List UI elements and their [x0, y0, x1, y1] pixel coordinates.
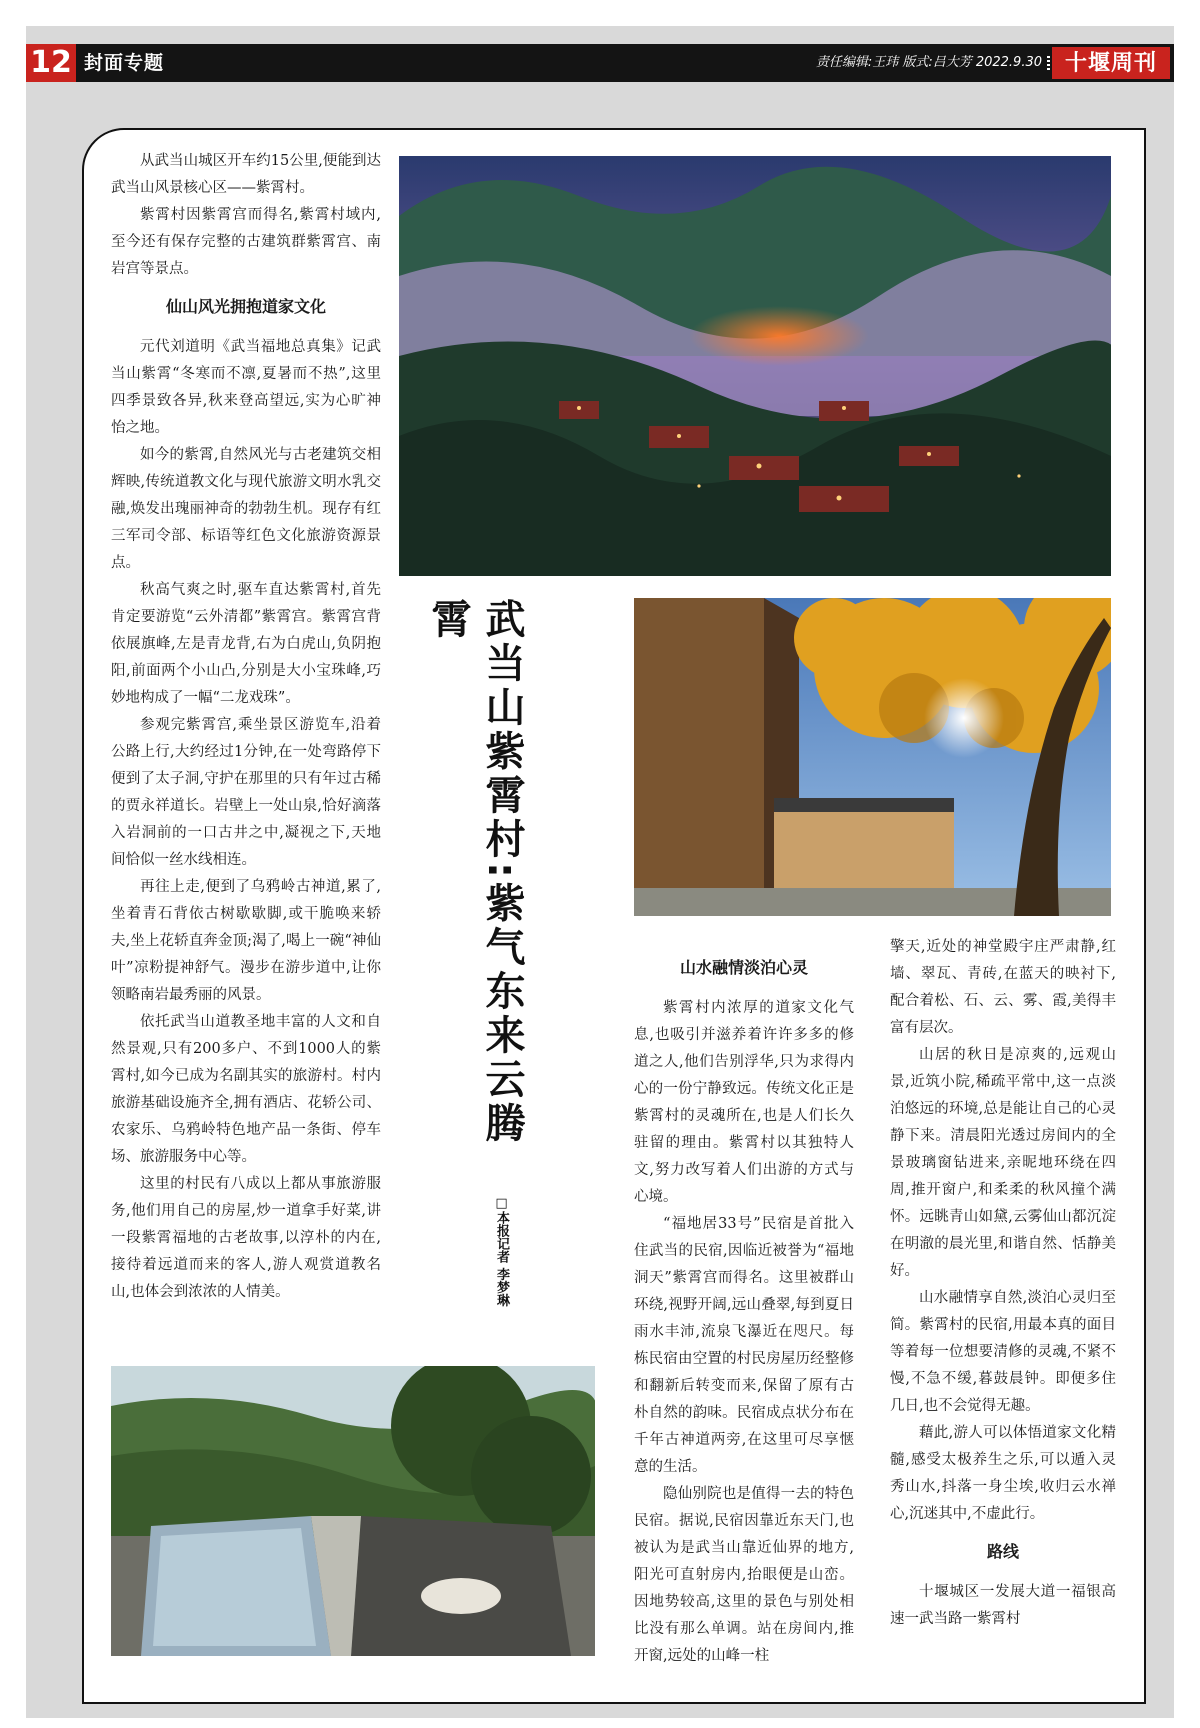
page-header [26, 44, 1174, 82]
body-paragraph: 紫霄村内浓厚的道家文化气息,也吸引并滋养着许许多多的修道之人,他们告别浮华,只为求得内心的一份宁静致远。传统文化正是紫霄村的灵魂所在,也是人们长久驻留的理由。紫霄村以其独特人文,努力改写着人们出游的方式与心境。 [634, 1000, 854, 1205]
masthead-logo: 十堰周刊 [1052, 47, 1170, 79]
body-paragraph: 依托武当山道教圣地丰富的人文和自然景观,只有200多户、不到1000人的紫霄村,如今已成为名副其实的旅游村。村内旅游基础设施齐全,拥有酒店、花轿公司、农家乐、乌鸦岭特色地产品一条街、停车场、旅游服务中心等。 [111, 1014, 381, 1165]
article-column-3 [890, 934, 1116, 1633]
section-title: 封面专题 [84, 52, 165, 74]
intro-paragraph: 从武当山城区开车约15公里,便能到达武当山风景核心区——紫霄村。 [111, 153, 381, 196]
body-paragraph: “福地居33号”民宿是首批入住武当的民宿,因临近被誉为“福地洞天”紫霄宫而得名。这里被群山环绕,视野开阔,远山叠翠,每到夏日雨水丰沛,流泉飞瀑近在咫尺。每栋民宿由空置的村民房屋历经整修和翻新后转变而来,保留了原有古朴自然的韵味。民宿成点状分布在千年古神道两旁,在这里可尽享惬意的生活。 [634, 1216, 854, 1475]
editor-credits: 责任编辑:王玮 版式:吕大芳 2022.9.30 [815, 55, 1042, 70]
intro-paragraph: 紫霄村因紫霄宫而得名,紫霄村域内,至今还有保存完整的古建筑群紫霄宫、南岩宫等景点。 [111, 207, 381, 277]
body-paragraph: 隐仙别院也是值得一去的特色民宿。据说,民宿因靠近东天门,也被认为是武当山靠近仙界的地方,阳光可直射房内,抬眼便是山峦。因地势较高,这里的景色与别处相比没有那么单调。站在房间内,推开窗,远处的山峰一柱 [634, 1486, 854, 1664]
photo-night-valley-temple [399, 156, 1111, 576]
body-paragraph: 藉此,游人可以体悟道家文化精髓,感受太极养生之乐,可以遁入灵秀山水,抖落一身尘埃,收归云水禅心,沉迷其中,不虚此行。 [890, 1425, 1116, 1522]
article-byline: □本报记者 李梦琳 [494, 1196, 509, 1307]
body-paragraph: 这里的村民有八成以上都从事旅游服务,他们用自己的房屋,炒一道拿手好菜,讲一段紫霄福地的古老故事,以淳朴的内在,接待着远道而来的客人,游人观赏道教名山,也体会到浓浓的人情美。 [111, 1176, 381, 1300]
body-paragraph: 山居的秋日是凉爽的,远观山景,近筑小院,稀疏平常中,这一点淡泊悠远的环境,总是能让自己的心灵静下来。清晨阳光透过房间内的全景玻璃窗钻进来,亲昵地环绕在四周,推开窗户,和柔柔的秋风撞个满怀。远眺青山如黛,云雾仙山都沉淀在明澈的晨光里,和谐自然、恬静美好。 [890, 1047, 1116, 1279]
photo-mountain-courtyard [111, 1366, 595, 1656]
photo-ginkgo-courtyard [634, 598, 1111, 916]
body-paragraph: 再往上走,便到了乌鸦岭古神道,累了,坐着青石背依古树歇歇脚,或干脆唤来轿夫,坐上花轿直奔金顶;渴了,喝上一碗“神仙叶”凉粉提神舒气。漫步在游步道中,让你领略南岩最秀丽的风景。 [111, 879, 381, 1003]
body-paragraph: 秋高气爽之时,驱车直达紫霄村,首先肯定要游览“云外清都”紫霄宫。紫霄宫背依展旗峰,左是青龙背,右为白虎山,负阴抱阳,前面两个小山凸,分别是大小宝珠峰,巧妙地构成了一幅“二龙戏珠”。 [111, 582, 381, 706]
body-paragraph: 元代刘道明《武当福地总真集》记武当山紫霄“冬寒而不凛,夏暑而不热”,这里四季景致各异,秋来登高望远,实为心旷神怡之地。 [111, 339, 381, 436]
body-paragraph-continued: 擎天,近处的神堂殿宇庄严肃静,红墙、翠瓦、青砖,在蓝天的映衬下,配合着松、石、云、雾、霞,美得丰富有层次。 [890, 939, 1116, 1036]
article-title: 武当山紫霄村:紫气东来云腾霄 [425, 598, 525, 1146]
section-heading-3: 路线 [986, 1542, 1019, 1561]
page-number: 12 [26, 44, 76, 82]
section-heading-1: 仙山风光拥抱道家文化 [165, 297, 326, 316]
route-paragraph: 十堰城区一发展大道一福银高速一武当路一紫霄村 [890, 1584, 1116, 1627]
article-column-1 [111, 148, 381, 1306]
section-heading-2: 山水融情淡泊心灵 [679, 958, 808, 977]
body-paragraph: 如今的紫霄,自然风光与古老建筑交相辉映,传统道教文化与现代旅游文明水乳交融,焕发出瑰丽神奇的勃勃生机。现存有红三军司令部、标语等红色文化旅游资源景点。 [111, 447, 381, 571]
article-column-2 [634, 944, 854, 1670]
masthead-separator-icon [1047, 56, 1050, 70]
body-paragraph: 山水融情享自然,淡泊心灵归至简。紫霄村的民宿,用最本真的面目等着每一位想要清修的灵魂,不紧不慢,不急不缓,暮鼓晨钟。即便多住几日,也不会觉得无趣。 [890, 1290, 1116, 1414]
body-paragraph: 参观完紫霄宫,乘坐景区游览车,沿着公路上行,大约经过1分钟,在一处弯路停下便到了太子洞,守护在那里的只有年过古稀的贾永祥道长。岩壁上一处山泉,恰好滴落入岩洞前的一口古井之中,凝视之下,天地间恰似一丝水线相连。 [111, 717, 381, 868]
